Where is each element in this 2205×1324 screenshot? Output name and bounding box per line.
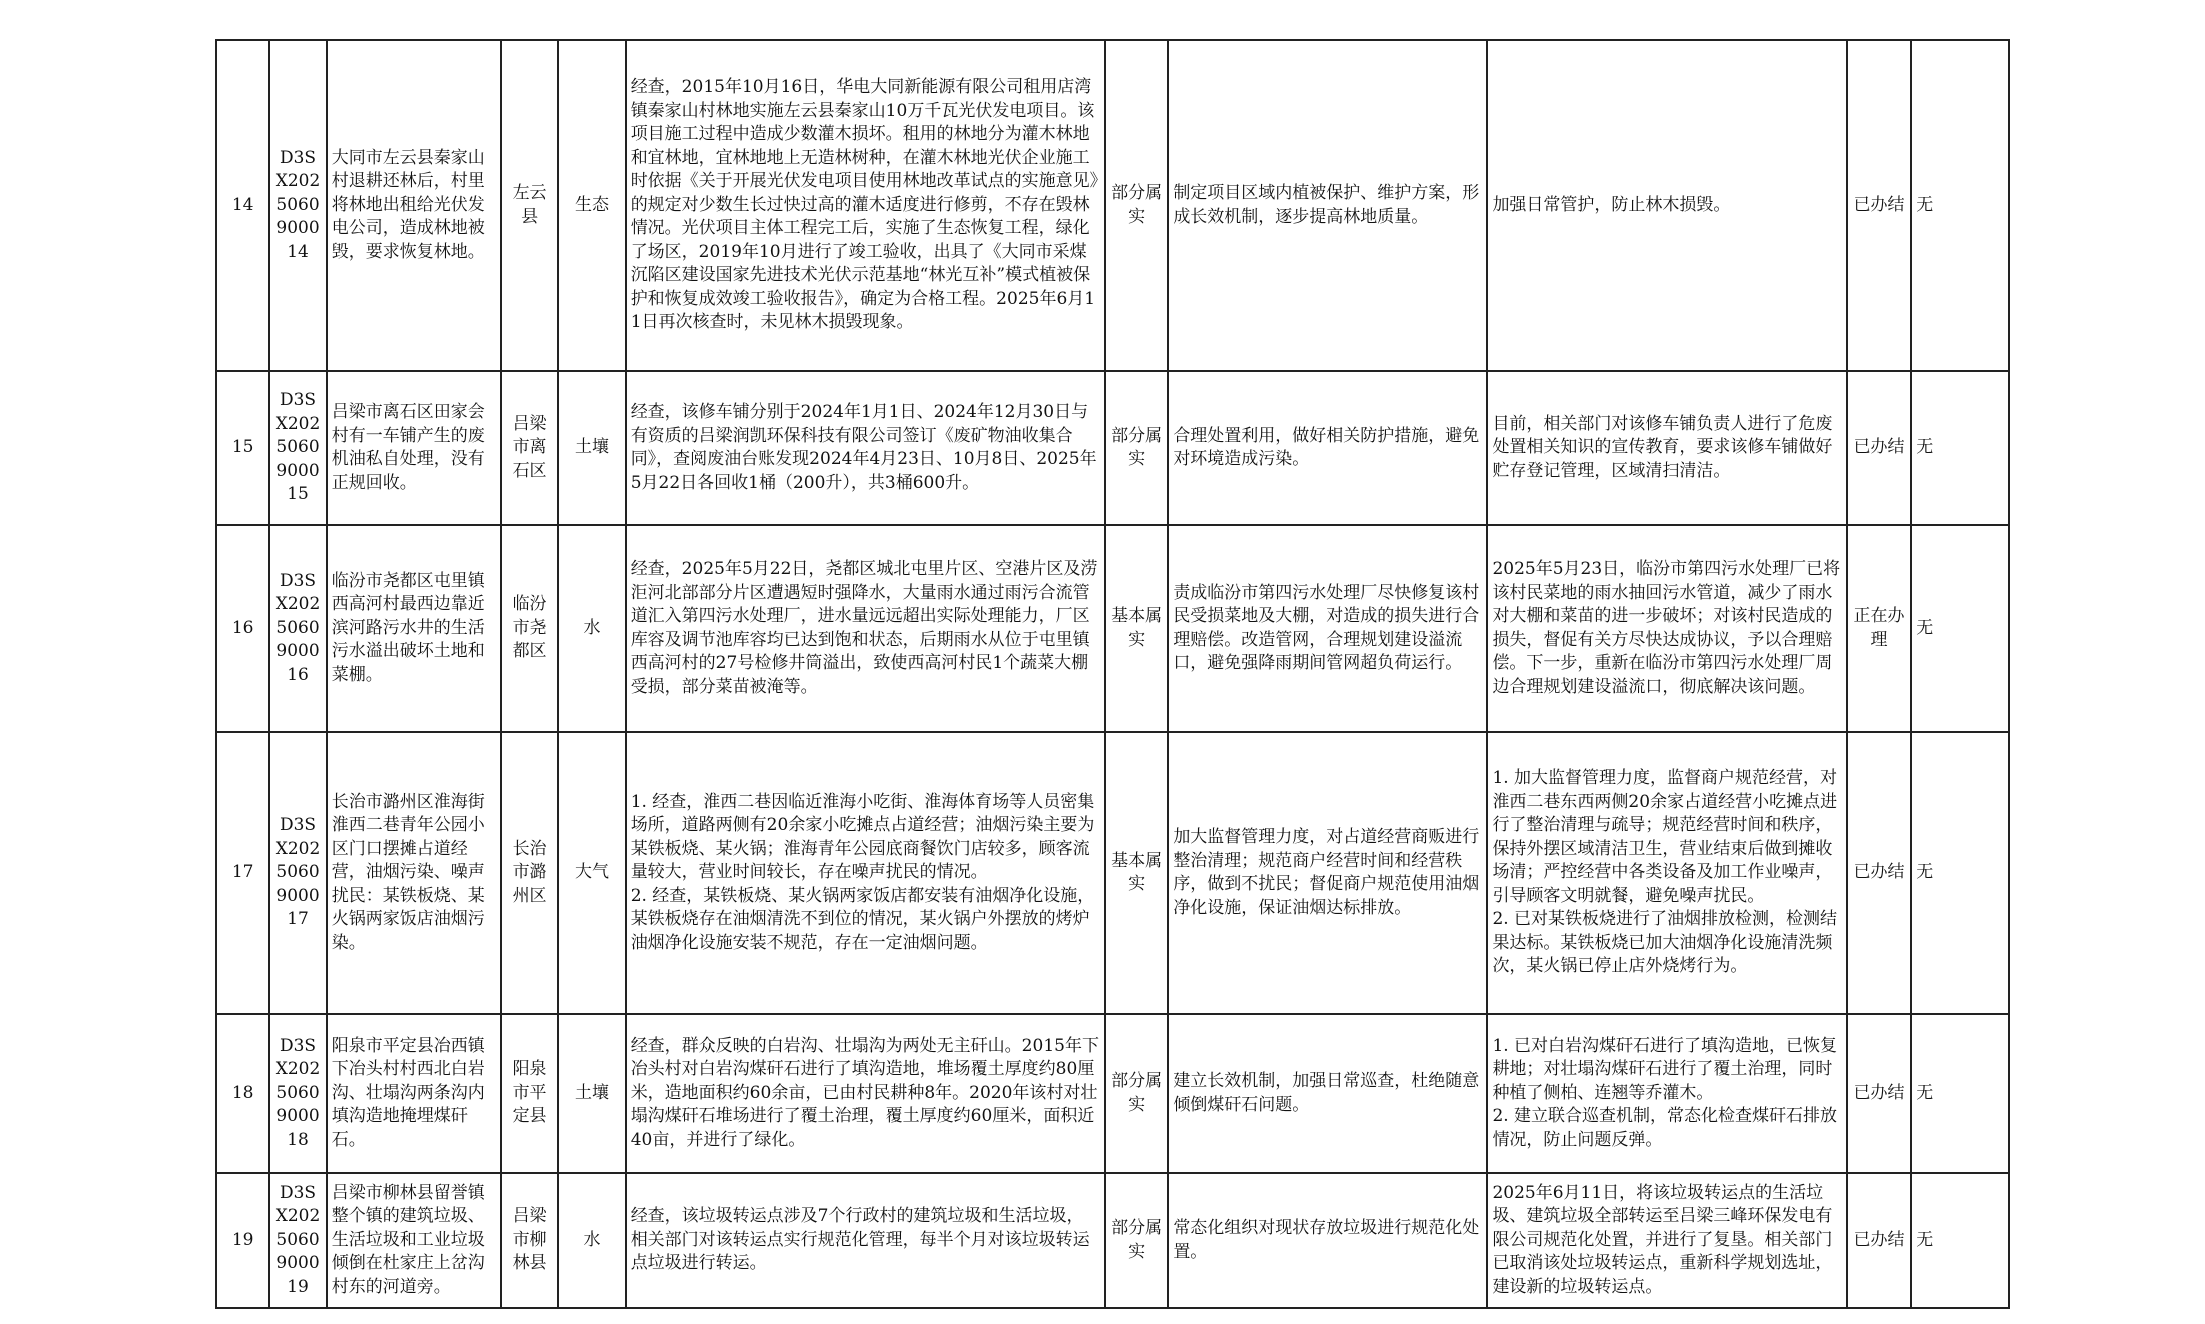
complaint-table [215, 39, 2010, 1309]
row-number: 14 [216, 40, 269, 371]
pollution-type: 土壤 [558, 371, 625, 525]
measure-item-2: 2. 已对某铁板烧进行了油烟排放检测，检测结果达标。某铁板烧已加大油烟净化设施清洗频次，某火锅已停止店外烧烤行为。 [1492, 909, 1838, 977]
handling-opinion: 制定项目区域内植被保护、维护方案，形成长效机制，逐步提高林地质量。 [1168, 40, 1487, 371]
table-row [216, 732, 2009, 1014]
case-code: D3SX2025060900015 [269, 371, 326, 525]
case-code: D3SX2025060900014 [269, 40, 326, 371]
remark: 无 [1911, 40, 2009, 371]
region: 吕梁市离石区 [501, 371, 558, 525]
rectification-measures: 2025年6月11日，将该垃圾转运点的生活垃圾、建筑垃圾全部转运至吕梁三峰环保发电有限公司规范化处置，并进行了复垦。相关部门已取消该处垃圾转运点，重新科学规划选址，建设新的垃圾转运点。 [1487, 1173, 1846, 1308]
pollution-type: 水 [558, 1173, 625, 1308]
status: 已办结 [1847, 732, 1911, 1014]
case-code: D3SX2025060900018 [269, 1014, 326, 1173]
table-row [216, 40, 2009, 371]
pollution-type: 生态 [558, 40, 625, 371]
verdict: 部分属实 [1105, 1014, 1168, 1173]
verdict: 基本属实 [1105, 525, 1168, 732]
complaint-content: 吕梁市离石区田家会村有一车铺产生的废机油私自处理，没有正规回收。 [327, 371, 501, 525]
measure-item-1: 1. 已对白岩沟煤矸石进行了填沟造地，已恢复耕地；对壮塌沟煤矸石进行了覆土治理，同时种植了侧柏、连翘等乔灌木。 [1492, 1035, 1838, 1103]
investigation-finding: 经查，2025年5月22日，尧都区城北屯里片区、空港片区及涝洰河北部部分片区遭遇短时强降水，大量雨水通过雨污合流管道汇入第四污水处理厂，进水量远远超出实际处理能力，厂区库容及调节池库容均已达到饱和状态，后期雨水从位于屯里镇西高河村的27号检修井筒溢出，致使西高河村民1个蔬菜大棚受损，部分菜苗被淹等。 [626, 525, 1105, 732]
status: 已办结 [1847, 371, 1911, 525]
investigation-finding: 经查，该修车铺分别于2024年1月1日、2024年12月30日与有资质的吕梁润凯环保科技有限公司签订《废矿物油收集合同》，查阅废油台账发现2024年4月23日、10月8日、2025年5月22日各回收1桶（200升），共3桶600升。 [626, 371, 1105, 525]
pollution-type: 水 [558, 525, 625, 732]
region: 吕梁市柳林县 [501, 1173, 558, 1308]
region: 阳泉市平定县 [501, 1014, 558, 1173]
investigation-finding: 经查，2015年10月16日，华电大同新能源有限公司租用店湾镇秦家山村林地实施左云县秦家山10万千瓦光伏发电项目。该项目施工过程中造成少数灌木损坏。租用的林地分为灌木林地和宜林地，宜林地地上无造林树种，在灌木林地光伏企业施工时依据《关于开展光伏发电项目使用林地改革试点的实施意见》的规定对少数生长过快过高的灌木适度进行修剪，不存在毁林情况。光伏项目主体工程完工后，实施了生态恢复工程，绿化了场区，2019年10月进行了竣工验收，出具了《大同市采煤沉陷区建设国家先进技术光伏示范基地“林光互补”模式植被保护和恢复成效竣工验收报告》，确定为合格工程。2025年6月11日再次核查时，未见林木损毁现象。 [626, 40, 1105, 371]
case-code: D3SX2025060900017 [269, 732, 326, 1014]
investigation-finding: 经查，该垃圾转运点涉及7个行政村的建筑垃圾和生活垃圾，相关部门对该转运点实行规范化管理，每半个月对该垃圾转运点垃圾进行转运。 [626, 1173, 1105, 1308]
investigation-finding: 经查，群众反映的白岩沟、壮塌沟为两处无主矸山。2015年下冶头村对白岩沟煤矸石进行了填沟造地，堆场覆土厚度约80厘米，造地面积约60余亩，已由村民耕种8年。2020年该村对壮塌沟煤矸石堆场进行了覆土治理，覆土厚度约60厘米，面积近40亩，并进行了绿化。 [626, 1014, 1105, 1173]
row-number: 18 [216, 1014, 269, 1173]
complaint-content: 临汾市尧都区屯里镇西高河村最西边靠近滨河路污水井的生活污水溢出破坏土地和菜棚。 [327, 525, 501, 732]
complaint-content: 吕梁市柳林县留誉镇整个镇的建筑垃圾、生活垃圾和工业垃圾倾倒在杜家庄上岔沟村东的河道旁。 [327, 1173, 501, 1308]
rectification-measures: 加强日常管护，防止林木损毁。 [1487, 40, 1846, 371]
status: 已办结 [1847, 1014, 1911, 1173]
measure-item-1: 1. 加大监督管理力度，监督商户规范经营，对淮西二巷东西两侧20余家占道经营小吃摊点进行了整治清理与疏导；规范经营时间和秩序，保持外摆区域清洁卫生，营业结束后做到摊收场清；严控经营中各类设备及加工作业噪声，引导顾客文明就餐，避免噪声扰民。 [1492, 768, 1838, 906]
status: 正在办理 [1847, 525, 1911, 732]
remark: 无 [1911, 525, 2009, 732]
complaint-content: 长治市潞州区淮海街淮西二巷青年公园小区门口摆摊占道经营，油烟污染、噪声扰民：某铁板烧、某火锅两家饭店油烟污染。 [327, 732, 501, 1014]
case-code: D3SX2025060900019 [269, 1173, 326, 1308]
handling-opinion: 常态化组织对现状存放垃圾进行规范化处置。 [1168, 1173, 1487, 1308]
table-row [216, 1173, 2009, 1308]
table-row [216, 371, 2009, 525]
rectification-measures [1487, 1014, 1846, 1173]
rectification-measures: 目前，相关部门对该修车铺负责人进行了危废处置相关知识的宣传教育，要求该修车铺做好贮存登记管理，区域清扫清洁。 [1487, 371, 1846, 525]
remark: 无 [1911, 1014, 2009, 1173]
status: 已办结 [1847, 1173, 1911, 1308]
verdict: 基本属实 [1105, 732, 1168, 1014]
case-code: D3SX2025060900016 [269, 525, 326, 732]
row-number: 17 [216, 732, 269, 1014]
complaint-content: 阳泉市平定县冶西镇下冶头村村西北白岩沟、壮塌沟两条沟内填沟造地掩埋煤矸石。 [327, 1014, 501, 1173]
verdict: 部分属实 [1105, 1173, 1168, 1308]
verdict: 部分属实 [1105, 40, 1168, 371]
handling-opinion: 建立长效机制，加强日常巡查，杜绝随意倾倒煤矸石问题。 [1168, 1014, 1487, 1173]
handling-opinion: 加大监督管理力度，对占道经营商贩进行整治清理；规范商户经营时间和经营秩序，做到不扰民；督促商户规范使用油烟净化设施，保证油烟达标排放。 [1168, 732, 1487, 1014]
pollution-type: 土壤 [558, 1014, 625, 1173]
rectification-measures: 2025年5月23日，临汾市第四污水处理厂已将该村民菜地的雨水抽回污水管道，减少了雨水对大棚和菜苗的进一步破坏；对该村民造成的损失，督促有关方尽快达成协议，予以合理赔偿。下一步，重新在临汾市第四污水处理厂周边合理规划建设溢流口，彻底解决该问题。 [1487, 525, 1846, 732]
region: 临汾市尧都区 [501, 525, 558, 732]
complaint-content: 大同市左云县秦家山村退耕还林后，村里将林地出租给光伏发电公司，造成林地被毁，要求恢复林地。 [327, 40, 501, 371]
remark: 无 [1911, 1173, 2009, 1308]
region: 长治市潞州区 [501, 732, 558, 1014]
row-number: 16 [216, 525, 269, 732]
verdict: 部分属实 [1105, 371, 1168, 525]
handling-opinion: 合理处置利用，做好相关防护措施，避免对环境造成污染。 [1168, 371, 1487, 525]
row-number: 15 [216, 371, 269, 525]
pollution-type: 大气 [558, 732, 625, 1014]
rectification-measures [1487, 732, 1846, 1014]
row-number: 19 [216, 1173, 269, 1308]
status: 已办结 [1847, 40, 1911, 371]
handling-opinion: 责成临汾市第四污水处理厂尽快修复该村民受损菜地及大棚，对造成的损失进行合理赔偿。改造管网，合理规划建设溢流口，避免强降雨期间管网超负荷运行。 [1168, 525, 1487, 732]
finding-item-2: 2. 经查，某铁板烧、某火锅两家饭店都安装有油烟净化设施，某铁板烧存在油烟清洗不到位的情况，某火锅户外摆放的烤炉油烟净化设施安装不规范，存在一定油烟问题。 [630, 885, 1095, 953]
remark: 无 [1911, 732, 2009, 1014]
region: 左云县 [501, 40, 558, 371]
table-row [216, 525, 2009, 732]
finding-item-1: 1. 经查，淮西二巷因临近淮海小吃街、淮海体育场等人员密集场所，道路两侧有20余家小吃摊点占道经营；油烟污染主要为某铁板烧、某火锅；淮海青年公园底商餐饮门店较多，顾客流量较大，营业时间较长，存在噪声扰民的情况。 [630, 791, 1095, 883]
investigation-finding [626, 732, 1105, 1014]
table-row [216, 1014, 2009, 1173]
remark: 无 [1911, 371, 2009, 525]
measure-item-2: 2. 建立联合巡查机制，常态化检查煤矸石排放情况，防止问题反弹。 [1492, 1106, 1838, 1150]
